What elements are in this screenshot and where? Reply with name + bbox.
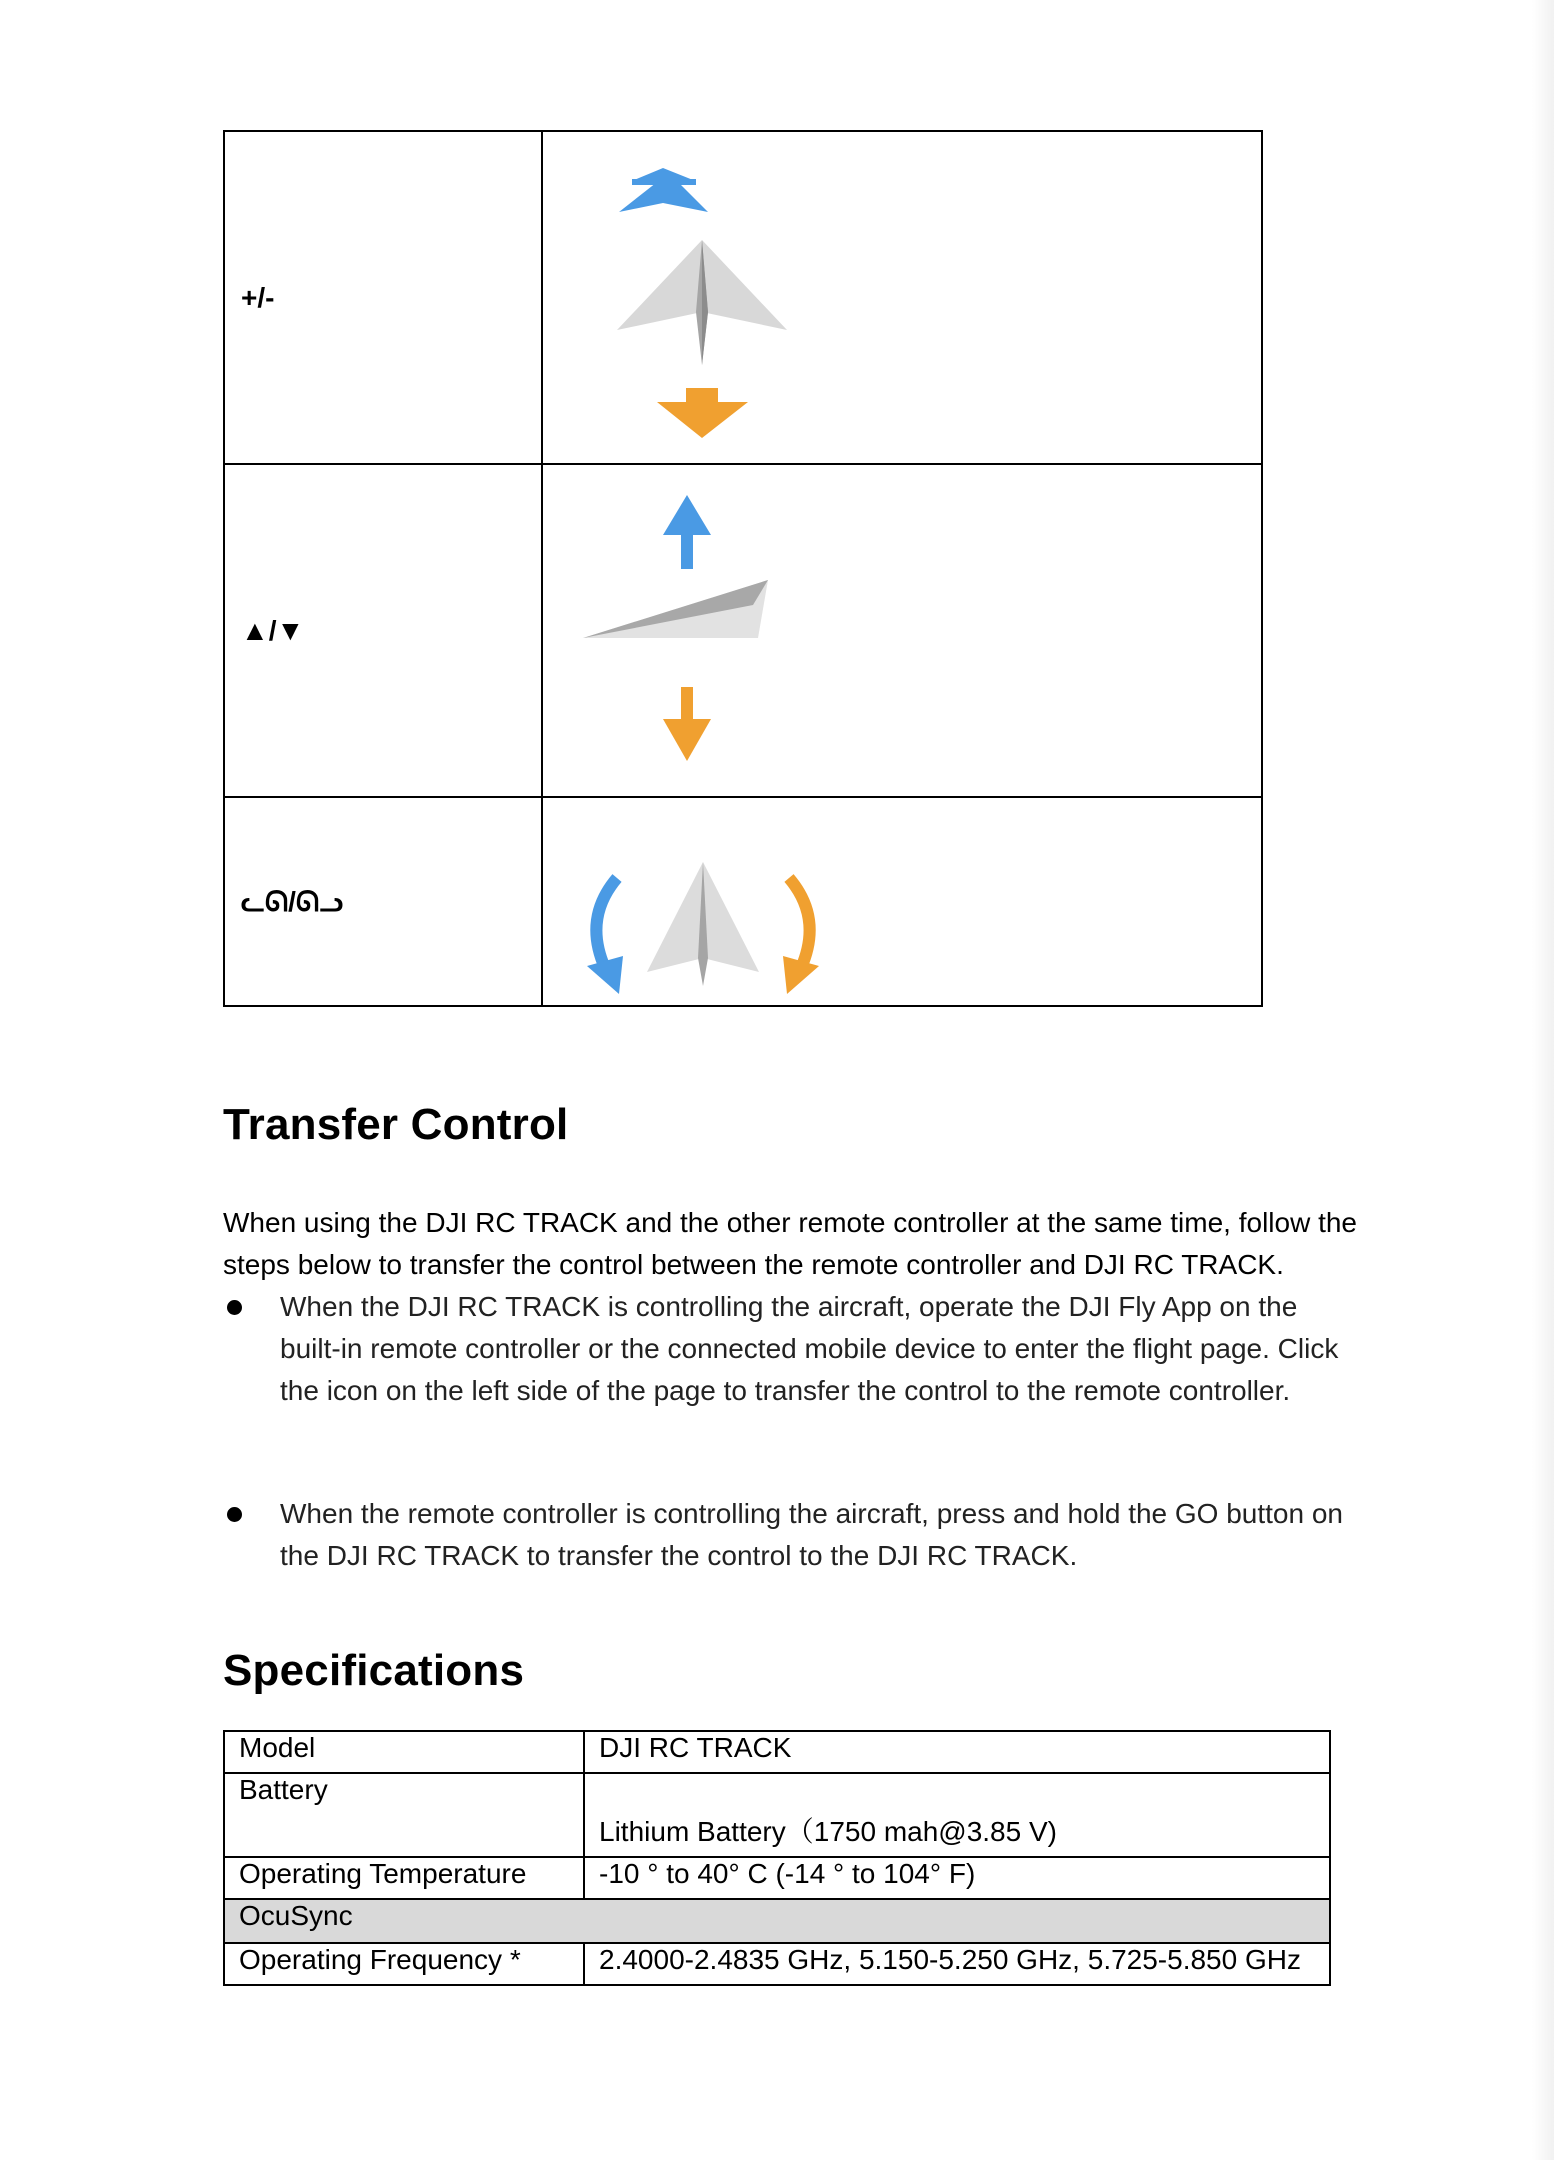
transfer-control-heading: Transfer Control (223, 1100, 569, 1149)
spec-value-model: DJI RC TRACK (584, 1731, 1330, 1773)
spec-label-frequency: Operating Frequency * (224, 1943, 584, 1985)
spec-value-battery: Lithium Battery（1750 mah@3.85 V) (584, 1773, 1330, 1857)
control-key-yaw: ᓚᘏ/ᘏᓗ (224, 797, 542, 1006)
transfer-intro-paragraph: When using the DJI RC TRACK and the other remote controller at the same time, follow the steps below to transfer the control between the remote controller and DJI RC TRACK. (223, 1207, 1357, 1280)
control-mapping-table (223, 130, 1263, 1007)
page-edge-shadow (1532, 0, 1554, 2160)
table-row (224, 1731, 1330, 1773)
control-key-pitch: ▲/▼ (224, 464, 542, 797)
specifications-heading: Specifications (223, 1646, 525, 1695)
table-row (224, 1943, 1330, 1985)
altitude-up-down-icon (542, 131, 1262, 464)
list-item-text: When the remote controller is controlling the aircraft, press and hold the GO button on the DJI RC TRACK to transfer the control to the DJI RC TRACK. (280, 1498, 1344, 1571)
spec-value-temperature: -10 ° to 40° C (-14 ° to 104° F) (584, 1857, 1330, 1899)
spec-label-model: Model (224, 1731, 584, 1773)
bullet-dot-icon (227, 1300, 242, 1315)
spec-label-battery: Battery (224, 1773, 584, 1857)
control-row-yaw (224, 797, 1262, 1006)
control-row-altitude (224, 131, 1262, 464)
spec-section-ocusync: OcuSync (224, 1899, 1330, 1943)
list-item (223, 1493, 1363, 1577)
control-row-pitch (224, 464, 1262, 797)
control-key-altitude: +/- (224, 131, 542, 464)
pitch-up-down-icon (542, 464, 1262, 797)
spec-value-frequency: 2.4000-2.4835 GHz, 5.150-5.250 GHz, 5.725-5.850 GHz (584, 1943, 1330, 1985)
table-row (224, 1857, 1330, 1899)
list-item-text: When the DJI RC TRACK is controlling the aircraft, operate the DJI Fly App on the built-in remote controller or the connected mobile device to enter the flight page. Click the icon on the left side of the page to transfer the control to the remote controller. (280, 1291, 1339, 1406)
spec-label-temperature: Operating Temperature (224, 1857, 584, 1899)
bullet-dot-icon (227, 1507, 242, 1522)
specifications-table (223, 1730, 1331, 1986)
list-item (223, 1286, 1363, 1412)
table-row (224, 1773, 1330, 1857)
table-section-row (224, 1899, 1330, 1943)
yaw-rotate-icon (542, 797, 1262, 1006)
